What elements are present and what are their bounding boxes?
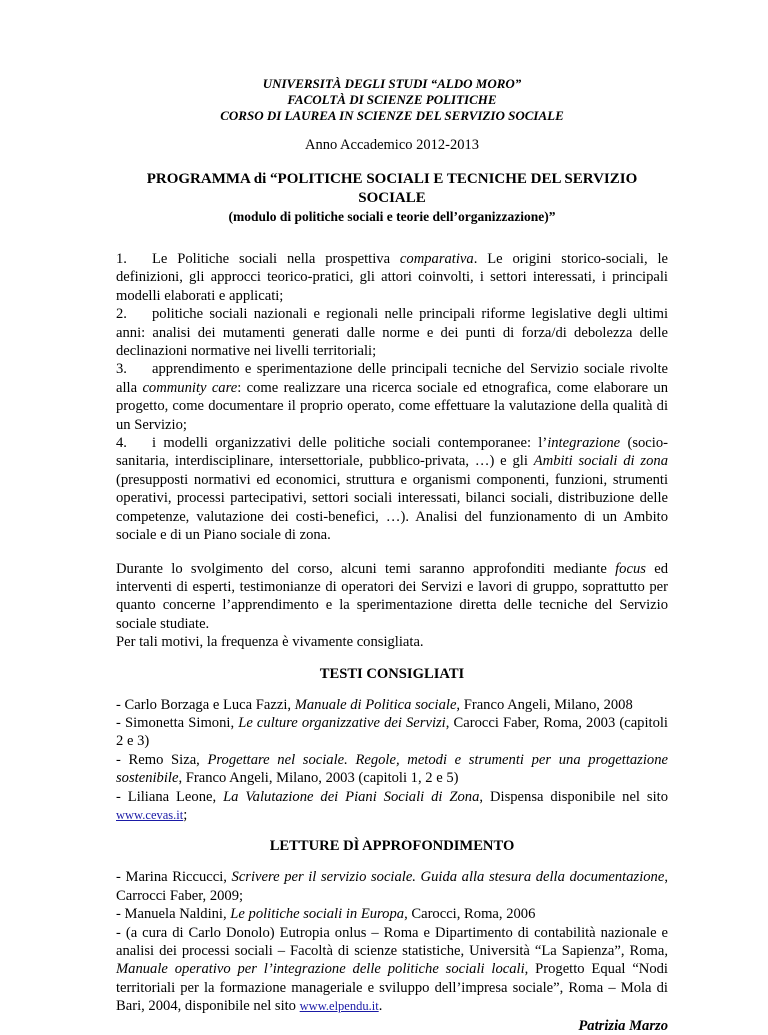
recommended-texts-list (116, 696, 668, 825)
topic-number: 2. (116, 306, 127, 323)
degree-course: CORSO DI LAUREA IN SCIENZE DEL SERVIZIO SOCIALE (220, 108, 564, 123)
recommended-texts-heading: TESTI CONSIGLIATI (319, 665, 465, 682)
bibliography-entry: - Carlo Borzaga e Luca Fazzi, Manuale di Politica sociale, Franco Angeli, Milano, 2008 (116, 696, 633, 713)
document-page (116, 76, 668, 1035)
bibliography-entry: - Marina Riccucci, Scrivere per il servizio sociale. Guida alla stesura della documentazione, Carrocci Faber, 2009; (116, 869, 668, 904)
university-header (116, 76, 668, 124)
bibliography-entry: - Remo Siza, Progettare nel sociale. Regole, metodi e strumenti per una progettazione sostenibile, Franco Angeli, Milano, 2003 (capitoli 1, 2 e 5) (116, 751, 668, 787)
attendance-note: Per tali motivi, la frequenza è vivamente consigliata. (116, 634, 424, 651)
topic-number: 4. (116, 435, 127, 452)
author-signature: Patrizia Marzo (578, 1017, 668, 1034)
course-note: Durante lo svolgimento del corso, alcuni temi saranno approfonditi mediante focus ed interventi di esperti, testimonianze di operatori dei Servizi e lavori di gruppo, soprattutto per quanto concerne l’apprendimento e la sperimentazione diretta delle tecniche del Servizio sociale studiate. Per tali motivi, la frequenza è vivamente consigliata. (116, 560, 668, 651)
bibliography-entry: - Liliana Leone, La Valutazione dei Piani Sociali di Zona, Dispensa disponibile nel sito www.cevas.it; (116, 788, 668, 823)
topic-item: 3. apprendimento e sperimentazione delle principali tecniche del Servizio sociale rivolte alla community care: come realizzare una ricerca sociale ed etnografica, come elaborare un progetto, come documentare il proprio operato, come effettuare la valutazione della qualità di un Servizio; (116, 361, 669, 433)
topic-item: 1. Le Politiche sociali nella prospettiva comparativa. Le origini storico-sociali, le definizioni, gli approcci teorico-pratici, gli attori coinvolti, i settori interessati, i principali modelli elaborati e applicati; (116, 251, 668, 304)
faculty-name: FACOLTÀ DI SCIENZE POLITICHE (287, 92, 497, 107)
topic-item: 2. politiche sociali nazionali e regionali nelle principali riforme legislative degli ultimi anni: analisi dei mutamenti generati dalle norme e dei punti di forza/di debolezza delle declinazioni normative nei livelli territoriali; (116, 306, 668, 360)
bibliography-entry: - Manuela Naldini, Le politiche sociali in Europa, Carocci, Roma, 2006 (116, 906, 536, 923)
topic-number: 1. (116, 251, 127, 267)
bibliography-entry: - (a cura di Carlo Donolo) Eutropia onlus – Roma e Dipartimento di contabilità nazionale e analisi dei processi sociali – Facoltà di scienze statistiche, Università “La Sapienza”, Roma, Manuale operativo per l’integrazione delle politiche sociali locali, Progetto Equal “Nodi territoriali per la formazione manageriale e sviluppo dell’impresa sociale”, Roma – Mola di Bari, 2004, disponibile nel sito www.elpendu.it. (116, 924, 668, 1015)
further-readings-heading: LETTURE DÌ APPROFONDIMENTO (269, 838, 515, 855)
topic-item: 4. i modelli organizzativi delle politiche sociali contemporanee: l’integrazione (socio-sanitaria, interdisciplinare, intersettoriale, pubblico-privata, …) e gli Ambiti sociali di zona (presupposti normativi ed economici, struttura e organismi componenti, funzioni, strumenti operativi, processi partecipativi, settori sociali interessati, bilanci sociali, distribuzione delle competenze, valutazione dei costi-benefici, …). Analisi del funzionamento di un Ambito sociale e di un Piano sociale di zona. (116, 435, 668, 544)
academic-year: Anno Accademico 2012-2013 (305, 137, 479, 153)
university-name: UNIVERSITÀ DEGLI STUDI “ALDO MORO” (262, 76, 522, 91)
topic-number: 3. (116, 361, 127, 378)
programme-subtitle: (modulo di politiche sociali e teorie dell’organizzazione)” (228, 209, 556, 224)
programme-title: PROGRAMMA di “POLITICHE SOCIALI E TECNICHE DEL SERVIZIO SOCIALE (146, 171, 638, 206)
elpendu-link[interactable]: www.elpendu.it (299, 999, 379, 1014)
programme-topics (116, 250, 668, 545)
bibliography-entry: - Simonetta Simoni, Le culture organizzative dei Servizi, Carocci Faber, Roma, 2003 (capitoli 2 e 3) (116, 714, 668, 750)
cevas-link[interactable]: www.cevas.it (116, 807, 184, 822)
